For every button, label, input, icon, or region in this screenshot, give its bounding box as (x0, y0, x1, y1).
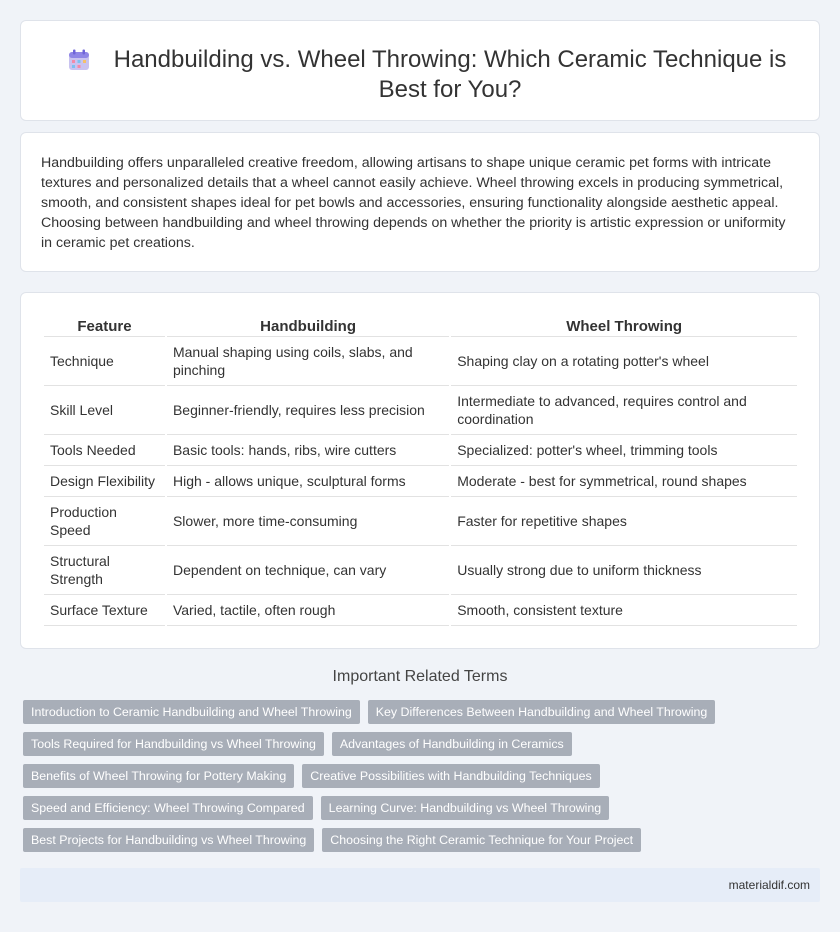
page-title: Handbuilding vs. Wheel Throwing: Which Ceramic Technique is Best for You? (113, 46, 787, 103)
table-cell: Surface Texture (44, 595, 165, 626)
related-term-link[interactable]: Creative Possibilities with Handbuilding Techniques (302, 764, 599, 788)
table-cell: Varied, tactile, often rough (167, 595, 449, 626)
related-term-link[interactable]: Advantages of Handbuilding in Ceramics (332, 732, 572, 756)
table-row (44, 497, 797, 546)
table-header-wheel-throwing: Wheel Throwing (451, 313, 797, 337)
table-cell: Structural Strength (44, 546, 165, 595)
table-cell: Skill Level (44, 386, 165, 435)
related-term-link[interactable]: Tools Required for Handbuilding vs Wheel Throwing (23, 732, 324, 756)
table-row (44, 435, 797, 466)
footer-site-link[interactable]: materialdif.com (728, 878, 810, 892)
table-cell: Intermediate to advanced, requires control and coordination (451, 386, 797, 435)
related-terms-title: Important Related Terms (332, 668, 508, 685)
table-cell: Shaping clay on a rotating potter's wheel (451, 337, 797, 386)
related-term-link[interactable]: Key Differences Between Handbuilding and Wheel Throwing (368, 700, 716, 724)
footer (20, 868, 820, 902)
table-cell: Design Flexibility (44, 466, 165, 497)
related-term-link[interactable]: Speed and Efficiency: Wheel Throwing Compared (23, 796, 313, 820)
table-row (44, 337, 797, 386)
related-term-link[interactable]: Best Projects for Handbuilding vs Wheel Throwing (23, 828, 314, 852)
related-term-link[interactable]: Learning Curve: Handbuilding vs Wheel Throwing (321, 796, 610, 820)
related-term-link[interactable]: Introduction to Ceramic Handbuilding and Wheel Throwing (23, 700, 360, 724)
intro-card (20, 132, 820, 272)
table-cell: Dependent on technique, can vary (167, 546, 449, 595)
table-cell: Technique (44, 337, 165, 386)
table-row (44, 595, 797, 626)
table-cell: Manual shaping using coils, slabs, and pinching (167, 337, 449, 386)
table-cell: Basic tools: hands, ribs, wire cutters (167, 435, 449, 466)
table-cell: Beginner-friendly, requires less precision (167, 386, 449, 435)
table-row (44, 466, 797, 497)
table-header-handbuilding: Handbuilding (167, 313, 449, 337)
comparison-table-card (20, 292, 820, 649)
related-term-link[interactable]: Choosing the Right Ceramic Technique for Your Project (322, 828, 641, 852)
table-cell: Usually strong due to uniform thickness (451, 546, 797, 595)
table-cell: Slower, more time-consuming (167, 497, 449, 546)
header-card (20, 20, 820, 121)
table-row (44, 546, 797, 595)
table-cell: Production Speed (44, 497, 165, 546)
table-cell: High - allows unique, sculptural forms (167, 466, 449, 497)
intro-paragraph: Handbuilding offers unparalleled creative freedom, allowing artisans to shape unique ceramic pet forms with intricate textures and personalized details that a wheel cannot easily achieve. Wheel throwing excels in producing symmetrical, smooth, and consistent shapes ideal for pet bowls and accessories, ensuring functionality alongside aesthetic appeal. Choosing between handbuilding and wheel throwing depends on whether the priority is artistic expression or uniformity in ceramic pet creations. (41, 155, 786, 251)
table-cell: Specialized: potter's wheel, trimming tools (451, 435, 797, 466)
table-cell: Tools Needed (44, 435, 165, 466)
table-cell: Faster for repetitive shapes (451, 497, 797, 546)
table-header-feature: Feature (44, 313, 165, 337)
related-terms-list (23, 700, 823, 860)
related-term-link[interactable]: Benefits of Wheel Throwing for Pottery Making (23, 764, 294, 788)
table-cell: Smooth, consistent texture (451, 595, 797, 626)
table-cell: Moderate - best for symmetrical, round shapes (451, 466, 797, 497)
comparison-table (42, 313, 799, 626)
table-row (44, 386, 797, 435)
